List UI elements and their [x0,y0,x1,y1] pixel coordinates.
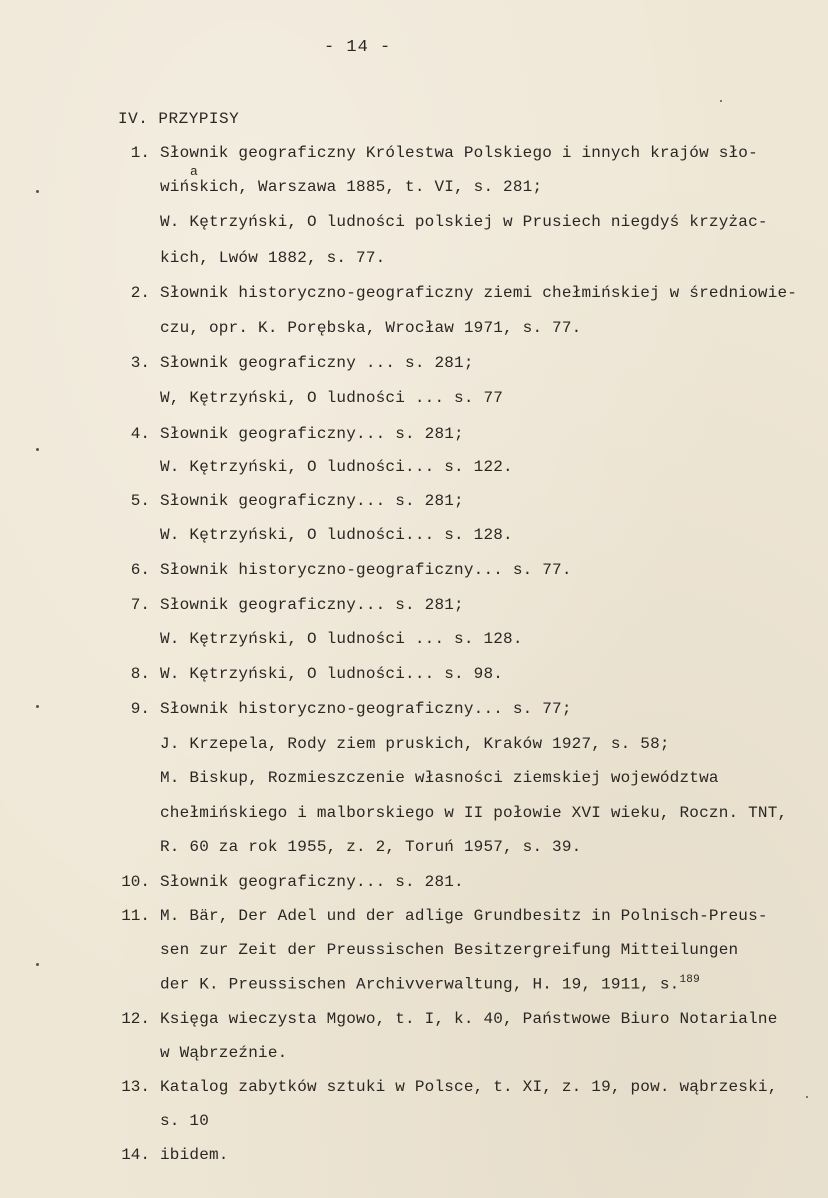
footnote-number: 6. [130,561,150,579]
footnote-number: 5. [130,492,150,510]
footnote-line: ibidem. [160,1146,229,1164]
footnote-line: W. Kętrzyński, O ludności polskiej w Prusiech niegdyś krzyżac- [160,213,768,231]
page-number: - 14 - [324,38,392,57]
footnote-line: wińskich, Warszawa 1885, t. VI, s. 281; [160,178,543,196]
footnote-line: W. Kętrzyński, O ludności... s. 122. [160,458,513,476]
footnote-line: Słownik geograficzny ... s. 281; [160,354,474,372]
scan-speck [36,448,39,451]
footnote-number: 13. [121,1078,150,1096]
footnote-line [160,974,700,993]
footnote-number: 10. [121,873,150,891]
footnote-line: Słownik historyczno-geograficzny... s. 77; [160,700,572,718]
scan-speck [36,190,39,193]
footnote-line: Słownik historyczno-geograficzny ziemi chełmińskiej w średniowie- [160,284,798,302]
footnote-line: Słownik geograficzny... s. 281. [160,873,464,891]
footnote-number: 8. [130,665,150,683]
footnote-line: s. 10 [160,1112,210,1130]
footnote-line: W. Kętrzyński, O ludności ... s. 128. [160,630,523,648]
footnote-line: Katalog zabytków sztuki w Polsce, t. XI, z. 19, pow. wąbrzeski, [160,1078,778,1096]
footnote-line: J. Krzepela, Rody ziem pruskich, Kraków 1927, s. 58; [160,735,670,753]
footnote-line: M. Bär, Der Adel und der adlige Grundbesitz in Polnisch-Preus- [160,907,768,925]
footnote-line: Słownik geograficzny... s. 281; [160,425,464,443]
footnote-number: 1. [130,144,150,162]
section-heading: IV. PRZYPISY [118,110,240,128]
footnote-line: czu, opr. K. Porębska, Wrocław 1971, s. 77. [160,319,582,337]
footnote-line: M. Biskup, Rozmieszczenie własności ziemskiej województwa [160,769,719,787]
footnote-number: 2. [130,284,150,302]
footnote-line: R. 60 za rok 1955, z. 2, Toruń 1957, s. 39. [160,838,582,856]
footnote-number: 14. [121,1146,150,1164]
footnote-number: 3. [130,354,150,372]
footnote-number: 12. [121,1010,150,1028]
footnote-line: sen zur Zeit der Preussischen Besitzergreifung Mitteilungen [160,941,739,959]
footnote-line: Księga wieczysta Mgowo, t. I, k. 40, Państwowe Biuro Notarialne [160,1010,778,1028]
footnote-line: kich, Lwów 1882, s. 77. [160,249,386,267]
footnote-number: 9. [130,700,150,718]
scan-speck [36,963,39,966]
footnote-line: W. Kętrzyński, O ludności... s. 98. [160,665,504,683]
scan-speck [36,705,39,708]
footnote-superscript: 189 [679,974,700,986]
footnote-line: W, Kętrzyński, O ludności ... s. 77 [160,389,504,407]
footnote-line: W. Kętrzyński, O ludności... s. 128. [160,526,513,544]
footnote-line: Słownik geograficzny... s. 281; [160,596,464,614]
handwritten-mark: a [190,164,198,179]
footnote-line: Słownik historyczno-geograficzny... s. 77. [160,561,572,579]
scan-speck [806,1096,808,1098]
footnote-number: 4. [130,425,150,443]
footnote-line-text: der K. Preussischen Archivverwaltung, H. 19, 1911, s. [160,975,680,994]
footnote-line: Słownik geograficzny... s. 281; [160,492,464,510]
footnote-line: chełmińskiego i malborskiego w II połowie XVI wieku, Roczn. TNT, [160,804,788,822]
footnote-number: 11. [121,907,150,925]
scan-speck [720,100,722,102]
footnote-number: 7. [130,596,150,614]
footnote-line: w Wąbrzeźnie. [160,1044,288,1062]
footnote-line: Słownik geograficzny Królestwa Polskiego i innych krajów sło- [160,144,758,162]
